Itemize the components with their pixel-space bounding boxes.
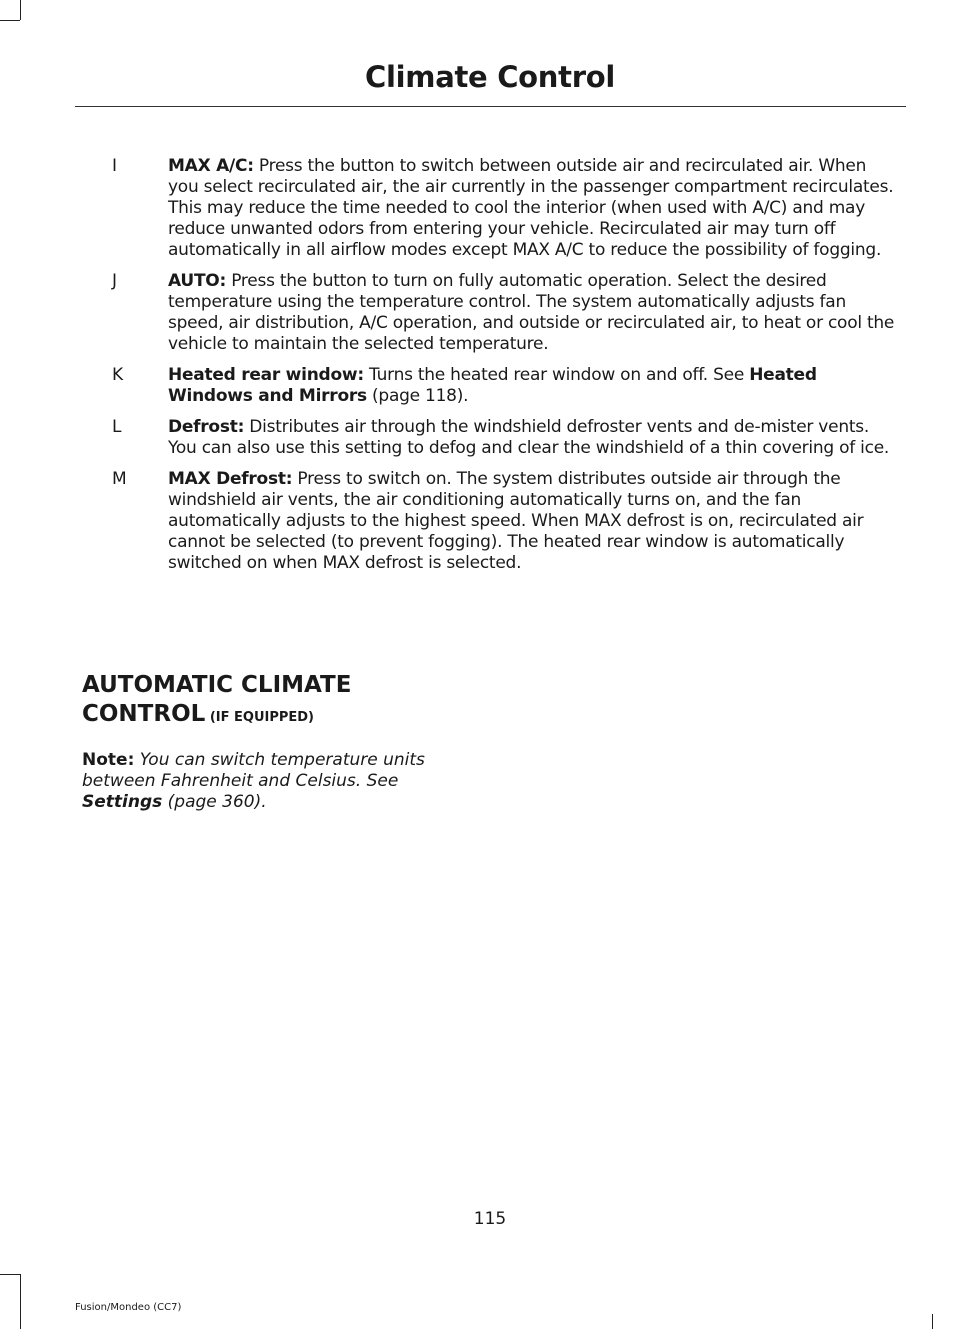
item-label: MAX Defrost: xyxy=(168,469,293,489)
item-label: Heated rear window: xyxy=(168,365,364,385)
item-description xyxy=(168,156,897,261)
crop-mark xyxy=(0,1274,20,1275)
item-description xyxy=(168,271,897,355)
section-heading-line1: AUTOMATIC CLIMATE xyxy=(82,672,352,698)
item-description xyxy=(168,365,897,407)
item-body: Distributes air through the windshield defroster vents and de-mister vents. You can also use this setting to defog and clear the windshield of a thin covering of ice. xyxy=(168,417,890,458)
item-description xyxy=(168,417,897,459)
cross-reference-link[interactable]: Settings xyxy=(82,792,163,812)
item-key: M xyxy=(112,469,127,489)
cross-reference-link[interactable]: Heated Windows and Mirrors xyxy=(168,365,817,406)
list-item xyxy=(82,365,897,407)
list-item xyxy=(82,271,897,355)
item-key: J xyxy=(112,271,118,291)
crop-mark xyxy=(20,0,21,20)
item-label: MAX A/C: xyxy=(168,156,254,176)
list-item xyxy=(82,469,897,574)
section-heading xyxy=(82,671,462,732)
page-title: Climate Control xyxy=(365,60,615,94)
item-label: AUTO: xyxy=(168,271,227,291)
list-item xyxy=(82,417,897,459)
crop-mark xyxy=(932,1314,933,1329)
item-body: Press the button to switch between outside air and recirculated air. When you select recirculated air, the air currently in the passenger compartment recirculates. This may reduce the time needed to cool the interior (when used with A/C) and may reduce unwanted odors from entering your vehicle. Recirculated air may turn off automatically in all airflow modes except MAX A/C to reduce the possibility of fogging. xyxy=(168,156,894,260)
footer-model-label: Fusion/Mondeo (CC7) xyxy=(75,1302,182,1313)
section-heading-qualifier: (IF EQUIPPED) xyxy=(205,710,315,725)
item-key: I xyxy=(112,156,118,176)
item-key: K xyxy=(112,365,124,385)
page-number: 115 xyxy=(473,1209,507,1229)
section-heading-line2: CONTROL xyxy=(82,701,206,727)
cross-reference-page: (page 118). xyxy=(366,386,469,406)
header-divider xyxy=(75,106,906,107)
item-body: Turns the heated rear window on and off. See xyxy=(363,365,750,385)
item-label: Defrost: xyxy=(168,417,245,437)
item-description xyxy=(168,469,897,574)
note-label: Note: xyxy=(82,750,135,770)
note-text: You can switch temperature units between Fahrenheit and Celsius. See xyxy=(82,750,425,791)
note-paragraph xyxy=(82,750,462,813)
crop-mark xyxy=(0,20,20,21)
item-body: Press the button to turn on fully automatic operation. Select the desired temperature using the temperature control. The system automatically adjusts fan speed, air distribution, A/C operation, and outside or recirculated air, to heat or cool the vehicle to maintain the selected temperature. xyxy=(168,271,895,354)
item-key: L xyxy=(112,417,122,437)
cross-reference-page: (page 360). xyxy=(162,792,267,812)
crop-mark xyxy=(20,1274,21,1329)
control-list xyxy=(82,156,897,584)
item-body: Press to switch on. The system distributes outside air through the windshield air vents, the air conditioning automatically turns on, and the fan automatically adjusts to the highest speed. When MAX defrost is on, recirculated air cannot be selected (to prevent fogging). The heated rear window is automatically switched on when MAX defrost is selected. xyxy=(168,469,864,573)
list-item xyxy=(82,156,897,261)
